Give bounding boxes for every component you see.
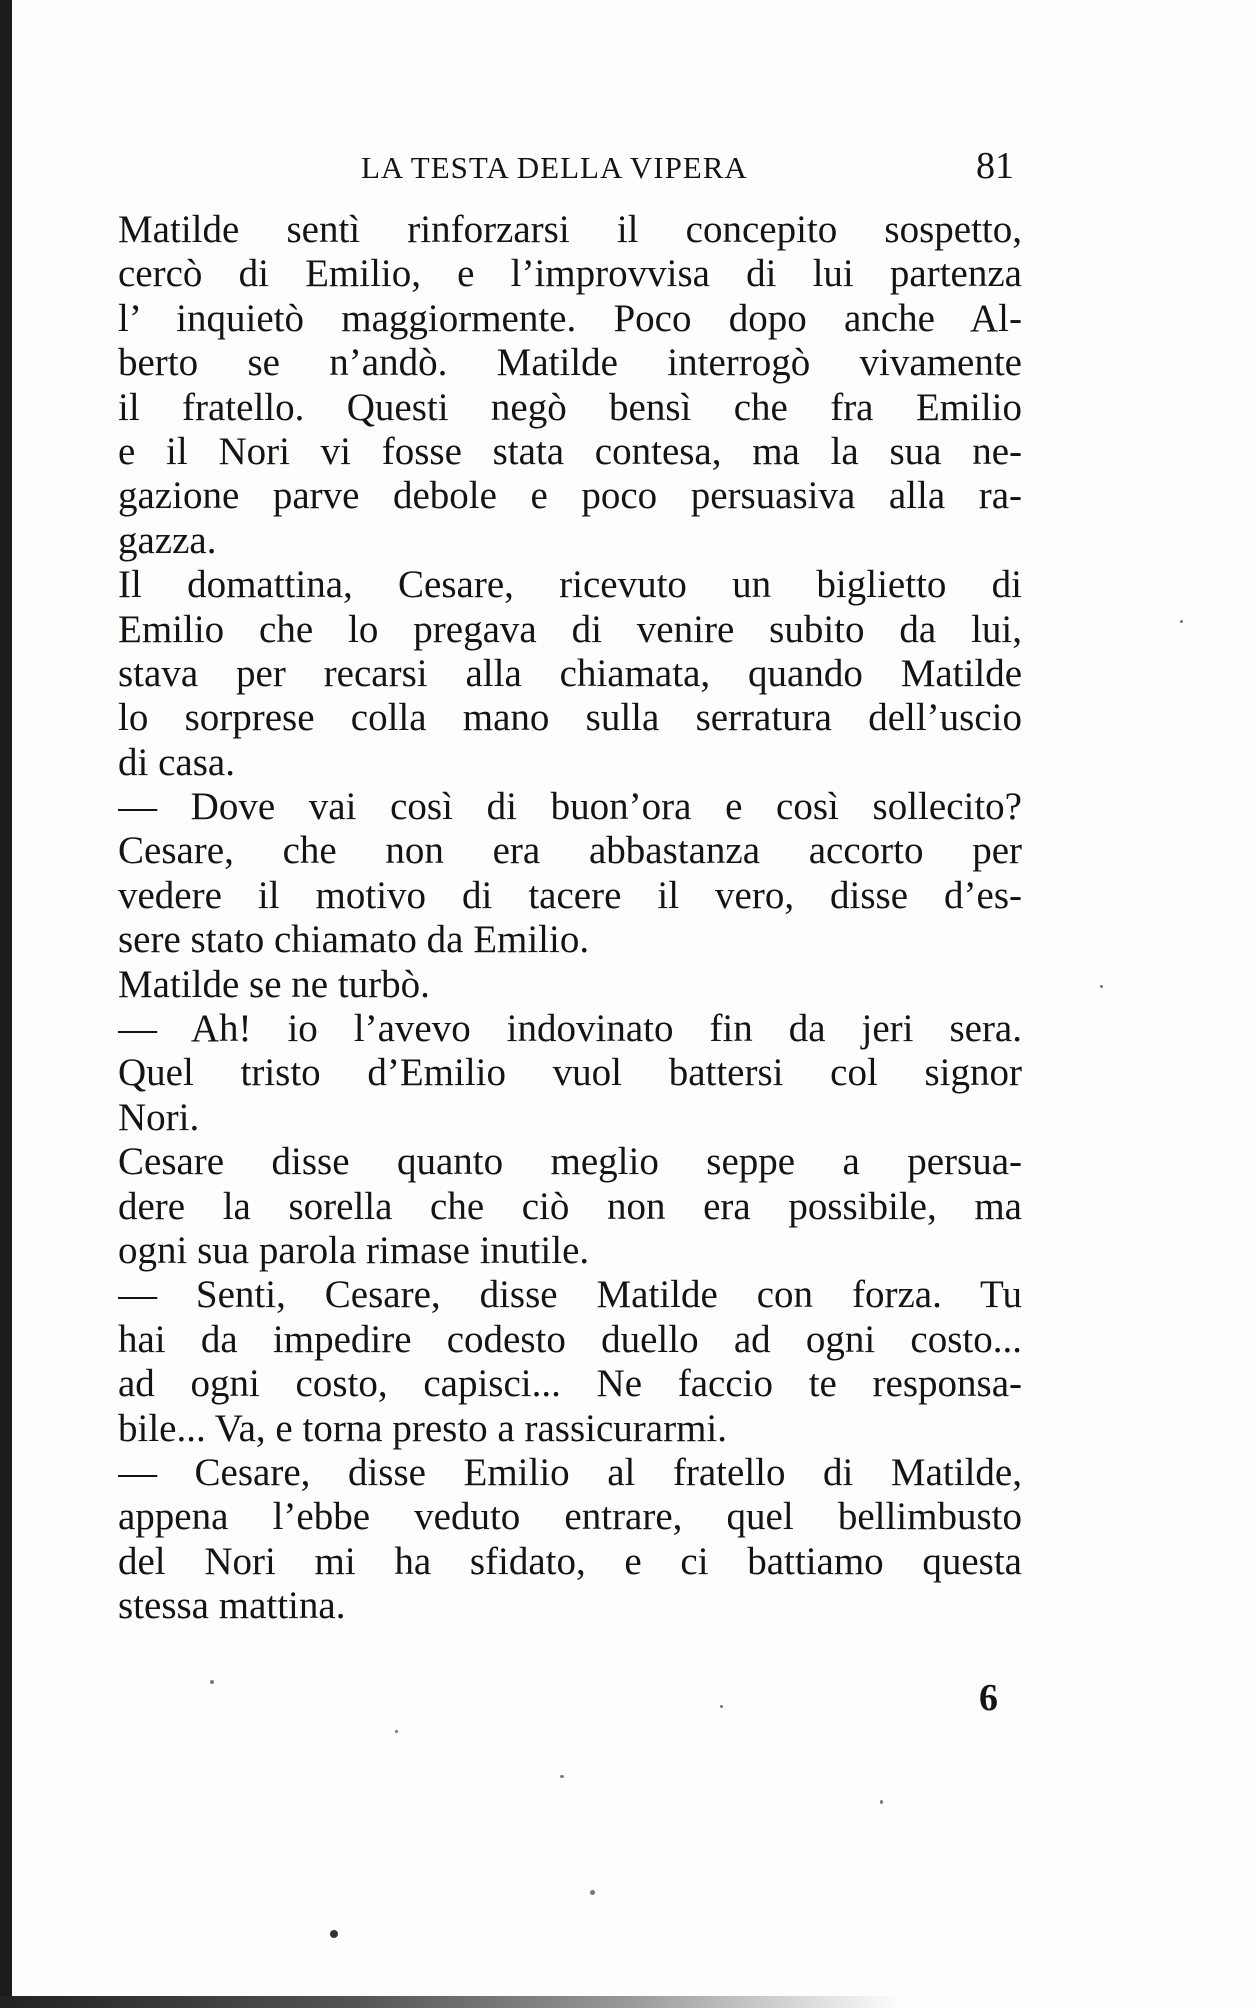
- text-line: stava per recarsi alla chiamata, quando Matilde: [118, 651, 1022, 695]
- scan-speck: [210, 1680, 214, 1684]
- text-line: gazza.: [118, 518, 217, 562]
- text-line: e il Nori vi fosse stata contesa, ma la sua ne-: [118, 429, 1022, 473]
- scan-speck: [395, 1730, 398, 1733]
- text-line: sere stato chiamato da Emilio.: [118, 918, 590, 962]
- scan-speck: [590, 1890, 595, 1895]
- text-line: — Cesare, disse Emilio al fratello di Matilde,: [118, 1450, 1022, 1494]
- text-line: gazione parve debole e poco persuasiva alla ra-: [118, 474, 1022, 518]
- scan-speck: [330, 1930, 338, 1938]
- text-line: Il domattina, Cesare, ricevuto un biglietto di: [118, 563, 1022, 607]
- text-line: cercò di Emilio, e l’improvvisa di lui partenza: [118, 252, 1022, 296]
- scan-speck: [720, 1705, 723, 1708]
- text-line: il fratello. Questi negò bensì che fra Emilio: [118, 385, 1022, 429]
- binding-edge: [0, 0, 12, 2008]
- body-text: [118, 208, 1022, 1629]
- text-line: berto se n’andò. Matilde interrogò vivamente: [118, 341, 1022, 385]
- text-line: — Dove vai così di buon’ora e così sollecito?: [118, 785, 1022, 829]
- text-line: dere la sorella che ciò non era possibile, ma: [118, 1184, 1022, 1228]
- text-line: vedere il motivo di tacere il vero, disse d’es-: [118, 873, 1022, 917]
- text-line: ogni sua parola rimase inutile.: [118, 1228, 590, 1272]
- text-line: appena l’ebbe veduto entrare, quel bellimbusto: [118, 1495, 1022, 1539]
- scan-speck: [1180, 620, 1183, 623]
- text-line: Matilde se ne turbò.: [118, 962, 430, 1006]
- page-number: 81: [976, 145, 1014, 187]
- signature-mark: 6: [979, 1677, 998, 1719]
- text-line: Cesare disse quanto meglio seppe a persua-: [118, 1140, 1022, 1184]
- text-line: Matilde sentì rinforzarsi il concepito sospetto,: [118, 208, 1022, 251]
- text-line: Emilio che lo pregava di venire subito da lui,: [118, 607, 1022, 651]
- text-line: Nori.: [118, 1095, 200, 1139]
- text-line: lo sorprese colla mano sulla serratura dell’uscio: [118, 696, 1022, 740]
- text-line: Quel tristo d’Emilio vuol battersi col signor: [118, 1051, 1022, 1095]
- text-line: ad ogni costo, capisci... Ne faccio te responsa-: [118, 1362, 1022, 1406]
- text-line: — Ah! io l’avevo indovinato fin da jeri sera.: [118, 1007, 1022, 1051]
- text-line: hai da impedire codesto duello ad ogni costo...: [118, 1317, 1022, 1361]
- running-head: [116, 145, 1024, 190]
- scan-bottom-edge: [0, 1996, 900, 2008]
- text-line: stessa mattina.: [118, 1584, 346, 1628]
- text-line: — Senti, Cesare, disse Matilde con forza. Tu: [118, 1273, 1022, 1317]
- running-title: LA TESTA DELLA VIPERA: [361, 150, 748, 185]
- text-line: di casa.: [118, 740, 235, 784]
- scan-speck: [880, 1800, 883, 1804]
- text-line: Cesare, che non era abbastanza accorto per: [118, 829, 1022, 873]
- text-line: bile... Va, e torna presto a rassicurarmi.: [118, 1406, 727, 1450]
- scan-speck: [560, 1775, 564, 1778]
- text-line: del Nori mi ha sfidato, e ci battiamo questa: [118, 1539, 1022, 1583]
- text-line: l’ inquietò maggiormente. Poco dopo anche Al-: [118, 296, 1022, 340]
- scan-speck: [1100, 985, 1103, 988]
